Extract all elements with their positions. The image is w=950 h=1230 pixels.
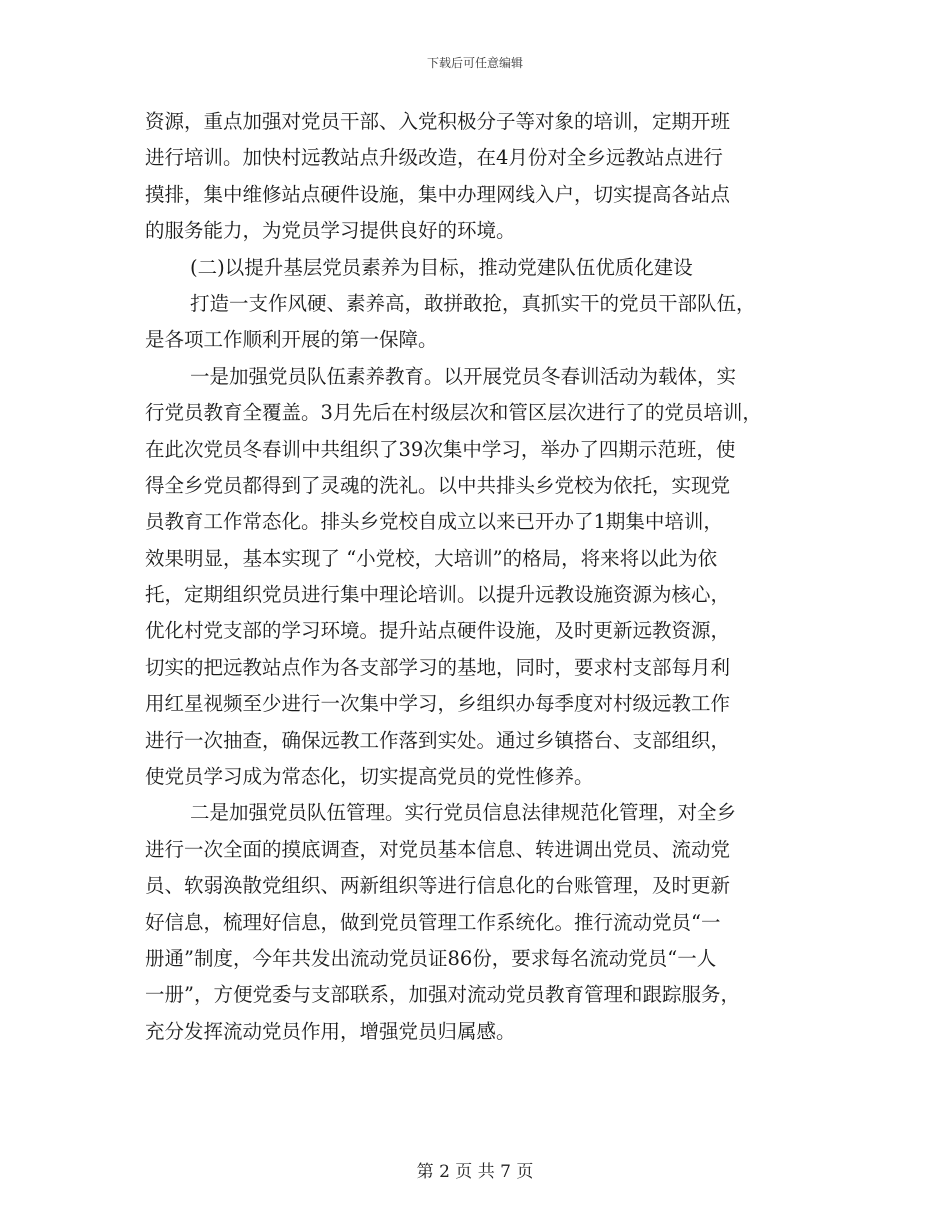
text-line: 资源，重点加强对党员干部、入党积极分子等对象的培训，定期开班 — [145, 110, 731, 133]
text-line: 员教育工作常态化。排头乡党校自成立以来已开办了1期集中培训， — [145, 510, 723, 534]
text-line: 优化村党支部的学习环境。提升站点硬件设施，及时更新远教资源， — [145, 619, 731, 643]
document-body — [145, 104, 825, 1050]
text-line: 的服务能力，为党员学习提供良好的环境。 — [145, 219, 516, 243]
page-footer: 第 2 页 共 7 页 — [416, 1162, 534, 1182]
text-line: 得全乡党员都得到了灵魂的洗礼。以中共排头乡党校为依托，实现党 — [145, 473, 731, 497]
text-line: 在此次党员冬春训中共组织了39次集中学习，举办了四期示范班，使 — [145, 437, 736, 461]
text-line: 充分发挥流动党员作用，增强党员归属感。 — [145, 1019, 516, 1043]
text-line: (二)以提升基层党员素养为目标，推动党建队伍优质化建设 — [190, 255, 693, 279]
text-line: 切实的把远教站点作为各支部学习的基地，同时，要求村支部每月利 — [145, 655, 731, 679]
text-line: 用红星视频至少进行一次集中学习，乡组织办每季度对村级远教工作 — [145, 692, 731, 716]
text-line: 一是加强党员队伍素养教育。以开展党员冬春训活动为载体，实 — [190, 364, 737, 388]
text-line: 好信息，梳理好信息，做到党员管理工作系统化。推行流动党员“一 — [145, 910, 721, 934]
text-line: 效果明显，基本实现了 “小党校，大培训”的格局，将来将以此为依 — [145, 546, 718, 570]
text-line: 使党员学习成为常态化，切实提高党员的党性修养。 — [145, 765, 594, 789]
text-line: 是各项工作顺利开展的第一保障。 — [145, 328, 438, 352]
text-line: 托，定期组织党员进行集中理论培训。以提升远教设施资源为核心， — [145, 583, 731, 607]
text-line: 进行一次抽查，确保远教工作落到实处。通过乡镇搭台、支部组织， — [145, 728, 731, 752]
text-line: 册通”制度，今年共发出流动党员证86份，要求每名流动党员“一人 — [145, 946, 717, 970]
text-line: 进行一次全面的摸底调查，对党员基本信息、转进调出党员、流动党 — [145, 837, 731, 861]
text-line: 打造一支作风硬、素养高，敢拼敢抢，真抓实干的党员干部队伍， — [190, 291, 756, 315]
page-header: 下载后可任意编辑 — [426, 56, 523, 70]
text-line: 二是加强党员队伍管理。实行党员信息法律规范化管理，对全乡 — [190, 801, 737, 825]
text-line: 进行培训。加快村远教站点升级改造，在4月份对全乡远教站点进行 — [145, 146, 723, 170]
text-line: 摸排，集中维修站点硬件设施，集中办理网线入户，切实提高各站点 — [145, 182, 731, 206]
text-line: 行党员教育全覆盖。3月先后在村级层次和管区层次进行了的党员培训， — [145, 401, 762, 425]
text-line: 一册”，方便党委与支部联系，加强对流动党员教育管理和跟踪服务， — [145, 983, 740, 1007]
text-line: 员、软弱涣散党组织、两新组织等进行信息化的台账管理，及时更新 — [145, 874, 731, 898]
